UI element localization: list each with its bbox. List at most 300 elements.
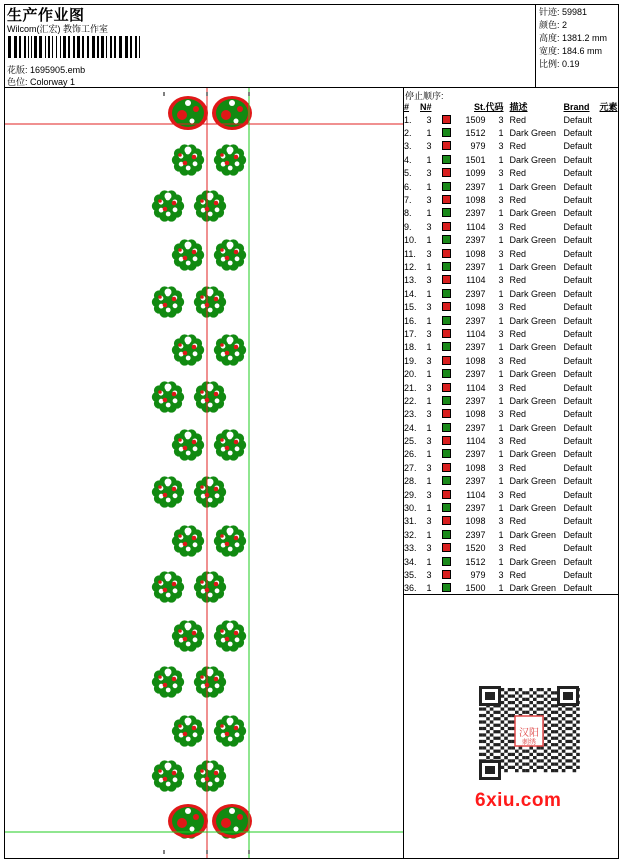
row-description: Dark Green [509,556,557,567]
qr-module [497,737,501,740]
flower-motif [172,144,204,175]
row-description: Dark Green [509,315,557,326]
qr-module [515,756,519,759]
table-row [404,582,618,595]
table-row [404,367,618,380]
color-swatch [442,383,451,392]
row-needle: 1 [426,154,432,165]
qr-module [540,707,544,710]
qr-module [479,720,483,723]
qr-module [479,727,483,730]
row-code: 1 [498,395,504,406]
qr-module [479,753,483,756]
row-number: 17. [404,328,417,339]
qr-module [508,701,512,704]
qr-module [501,746,505,749]
design-file-name: 1695905.emb [30,65,86,75]
qr-module [565,766,569,769]
embroidery-design-preview [5,88,403,858]
qr-module [544,750,548,753]
qr-module [519,688,523,691]
qr-module [508,694,512,697]
qr-module [540,701,544,704]
qr-module [519,694,523,697]
flower-motif [172,525,204,556]
table-row [404,207,618,220]
qr-module [569,746,573,749]
table-row [404,113,618,126]
qr-module [497,717,501,720]
qr-module [504,756,508,759]
qr-module [526,711,530,714]
header-stitches: St. [474,101,486,112]
row-number: 9. [404,221,412,232]
row-brand: Default [563,462,593,473]
color-swatch [442,249,451,258]
table-row [404,408,618,421]
color-swatch [442,235,451,244]
color-swatch [442,449,451,458]
flower-motif [152,760,184,791]
row-description: Red [509,409,527,420]
row-stitches: 2397 [465,503,486,514]
qr-module [497,730,501,733]
table-row [404,515,618,528]
qr-module [508,727,512,730]
row-stitches: 1104 [466,489,486,500]
qr-module [569,740,573,743]
qr-module [522,763,526,766]
qr-module [573,724,577,727]
qr-module [547,714,551,717]
qr-module [529,694,533,697]
qr-module [558,759,562,762]
qr-module [573,730,577,733]
qr-module [551,743,555,746]
row-needle: 1 [426,342,432,353]
row-brand: Default [563,556,593,567]
row-brand: Default [563,195,593,206]
color-swatch [442,530,451,539]
colorway-line [7,75,75,88]
row-code: 3 [498,516,504,527]
qr-module [537,701,541,704]
qr-module [533,711,537,714]
row-needle: 3 [426,114,432,125]
row-stitches: 1104 [466,436,486,447]
row-number: 6. [404,181,412,192]
row-code: 3 [498,462,504,473]
qr-module [501,759,505,762]
row-description: Red [509,382,527,393]
color-swatch [442,516,451,525]
qr-module [529,701,533,704]
qr-module [558,707,562,710]
qr-module [544,717,548,720]
row-code: 3 [498,409,504,420]
qr-module [501,766,505,769]
row-brand: Default [563,382,593,393]
row-description: Dark Green [509,181,557,192]
row-stitches: 2397 [465,476,486,487]
border-flower-motif [168,804,208,838]
row-brand: Default [563,422,593,433]
table-row [404,528,618,541]
row-brand: Default [563,489,593,500]
border-flower-motif [212,804,252,838]
color-swatch [442,141,451,150]
qr-module [526,769,530,772]
row-stitches: 2397 [465,395,486,406]
row-needle: 1 [426,261,432,272]
color-swatch [442,275,451,284]
row-number: 4. [404,154,412,165]
qr-module [511,701,515,704]
qr-module [519,746,523,749]
flower-motif [194,381,226,412]
row-brand: Default [563,235,593,246]
row-description: Dark Green [509,503,557,514]
qr-module [508,714,512,717]
qr-module [522,750,526,753]
flower-motif [214,334,246,365]
color-swatch [442,570,451,579]
qr-module [486,730,490,733]
qr-module [501,714,505,717]
qr-module [555,717,559,720]
colorway-value: Colorway 1 [30,77,76,87]
flower-motif [194,190,226,221]
qr-module [511,707,515,710]
row-code: 3 [498,195,504,206]
qr-module [501,701,505,704]
qr-module [544,704,548,707]
qr-module [544,737,548,740]
qr-module [547,701,551,704]
qr-module [493,717,497,720]
stop-sequence-title: 停止顺序: [405,91,444,101]
row-description: Dark Green [509,422,557,433]
qr-module [486,737,490,740]
qr-module [576,720,580,723]
flower-motif [152,190,184,221]
svg-text:刺绣: 刺绣 [522,738,536,746]
qr-module [562,724,566,727]
color-swatch [442,369,451,378]
row-needle: 1 [426,476,432,487]
row-code: 3 [498,382,504,393]
color-swatch [442,490,451,499]
row-code: 1 [498,235,504,246]
row-code: 3 [498,141,504,152]
row-description: Dark Green [509,583,557,594]
qr-module [565,733,569,736]
qr-module [508,759,512,762]
color-swatch [442,302,451,311]
flower-motif [214,620,246,651]
row-description: Dark Green [509,208,557,219]
row-needle: 1 [426,449,432,460]
row-description: Red [509,328,527,339]
row-code: 1 [498,342,504,353]
flower-motif [214,144,246,175]
color-swatch [442,463,451,472]
row-number: 35. [404,569,417,580]
row-needle: 3 [426,195,432,206]
qr-module [501,733,505,736]
row-needle: 3 [426,141,432,152]
row-description: Red [509,516,527,527]
qr-module [483,727,487,730]
qr-module [493,711,497,714]
qr-module [490,707,494,710]
flower-motif [172,334,204,365]
qr-module [508,707,512,710]
qr-module [569,714,573,717]
qr-module [547,707,551,710]
row-number: 21. [404,382,417,393]
color-swatch [442,316,451,325]
row-stitches: 1520 [465,543,486,554]
row-brand: Default [563,181,593,192]
qr-stamp-text: 汉阳 [519,728,539,739]
qr-module [490,720,494,723]
row-stitches: 1098 [465,355,486,366]
color-swatch [442,409,451,418]
qr-module [565,714,569,717]
qr-module [483,720,487,723]
qr-module [486,756,490,759]
row-code: 1 [498,476,504,487]
row-number: 25. [404,436,417,447]
flower-motif [152,286,184,317]
qr-module [540,766,544,769]
row-number: 34. [404,556,417,567]
flower-motif [172,715,204,746]
color-swatch [442,262,451,271]
qr-module [555,730,559,733]
row-number: 8. [404,208,412,219]
qr-module [562,730,566,733]
row-description: Red [509,168,527,179]
design-stats [539,6,607,71]
qr-module [544,711,548,714]
row-needle: 3 [426,382,432,393]
row-stitches: 1512 [465,556,486,567]
qr-module [526,691,530,694]
row-needle: 1 [426,181,432,192]
row-number: 31. [404,516,417,527]
table-row [404,434,618,447]
row-description: Red [509,436,527,447]
row-description: Dark Green [509,128,557,139]
qr-module [508,740,512,743]
qr-module [511,759,515,762]
flower-motif [214,525,246,556]
qr-module [547,727,551,730]
qr-module [504,711,508,714]
row-stitches: 2397 [465,342,486,353]
row-brand: Default [563,288,593,299]
row-description: Dark Green [509,235,557,246]
border-flower-motif [168,96,208,130]
qr-module [565,707,569,710]
qr-module [562,737,566,740]
qr-module [555,724,559,727]
row-description: Dark Green [509,342,557,353]
row-number: 32. [404,529,417,540]
row-code: 3 [498,168,504,179]
qr-module [562,750,566,753]
header-description: 描述 [509,102,528,112]
row-brand: Default [563,275,593,286]
qr-module [569,733,573,736]
row-brand: Default [563,141,593,152]
table-row [404,555,618,568]
row-number: 12. [404,261,417,272]
row-code: 3 [498,221,504,232]
qr-module [573,756,577,759]
table-row [404,475,618,488]
qr-module [573,743,577,746]
page-title: 生产作业图 [7,7,85,24]
header-brand: Brand [563,101,590,112]
row-stitches: 1501 [465,154,486,165]
row-number: 18. [404,342,417,353]
row-needle: 3 [426,569,432,580]
table-row [404,488,618,501]
qr-module [540,694,544,697]
row-code: 1 [498,369,504,380]
qr-module [555,711,559,714]
qr-module [504,704,508,707]
qr-module [547,746,551,749]
qr-module [515,769,519,772]
qr-module [547,753,551,756]
qr-module [576,733,580,736]
qr-module [515,750,519,753]
qr-module [558,714,562,717]
qr-module [508,746,512,749]
qr-module [537,753,541,756]
qr-module [533,750,537,753]
qr-module [504,763,508,766]
qr-module [479,746,483,749]
row-brand: Default [563,543,593,554]
row-description: Dark Green [509,261,557,272]
row-number: 3. [404,141,412,152]
table-row [404,220,618,233]
table-row [404,381,618,394]
qr-module [511,694,515,697]
flower-motif [152,381,184,412]
qr-module [526,704,530,707]
row-number: 10. [404,235,417,246]
color-swatch [442,115,451,124]
qr-module [483,733,487,736]
stat-stitches: 针迹: 59981 [539,7,588,17]
row-number: 28. [404,476,417,487]
qr-module [547,740,551,743]
stats-divider [535,4,536,88]
row-needle: 1 [426,503,432,514]
qr-module [479,733,483,736]
flower-motif [194,760,226,791]
color-swatch [442,208,451,217]
qr-module [551,704,555,707]
table-row [404,193,618,206]
qr-module [479,714,483,717]
row-code: 1 [498,315,504,326]
qr-module [515,698,519,701]
qr-module [504,743,508,746]
qr-module [558,727,562,730]
qr-module [515,691,519,694]
row-stitches: 1098 [465,195,486,206]
stat-height: 高度: 1381.2 mm [539,33,608,43]
row-code: 3 [498,436,504,447]
row-code: 3 [498,275,504,286]
qr-module [479,707,483,710]
table-row [404,327,618,340]
row-stitches: 1098 [465,516,486,527]
qr-module [533,756,537,759]
table-row [404,300,618,313]
qr-module [562,769,566,772]
row-description: Red [509,221,527,232]
row-stitches: 2397 [465,181,486,192]
qr-module [569,753,573,756]
qr-module [547,720,551,723]
row-stitches: 1098 [465,462,486,473]
row-brand: Default [563,128,593,139]
row-needle: 3 [426,462,432,473]
qr-module [493,730,497,733]
row-stitches: 2397 [465,288,486,299]
qr-module [565,727,569,730]
row-needle: 1 [426,128,432,139]
flower-motif [214,715,246,746]
row-description: Dark Green [509,369,557,380]
flower-motif [194,666,226,697]
qr-module [504,737,508,740]
qr-module [522,711,526,714]
qr-module [508,753,512,756]
row-number: 13. [404,275,417,286]
row-brand: Default [563,449,593,460]
row-number: 20. [404,369,417,380]
qr-module [544,691,548,694]
qr-module [569,707,573,710]
header-num: # [404,101,410,112]
qr-module [537,746,541,749]
row-stitches: 2397 [465,369,486,380]
row-number: 7. [404,195,412,206]
row-number: 16. [404,315,417,326]
row-description: Red [509,114,527,125]
qr-module [565,740,569,743]
qr-module [576,707,580,710]
row-brand: Default [563,355,593,366]
row-stitches: 1512 [465,128,486,139]
row-number: 11. [404,248,416,259]
row-stitches: 1104 [466,221,486,232]
row-number: 33. [404,543,417,554]
qr-module [519,766,523,769]
row-description: Red [509,569,527,580]
row-code: 1 [498,583,504,594]
color-swatch [442,195,451,204]
